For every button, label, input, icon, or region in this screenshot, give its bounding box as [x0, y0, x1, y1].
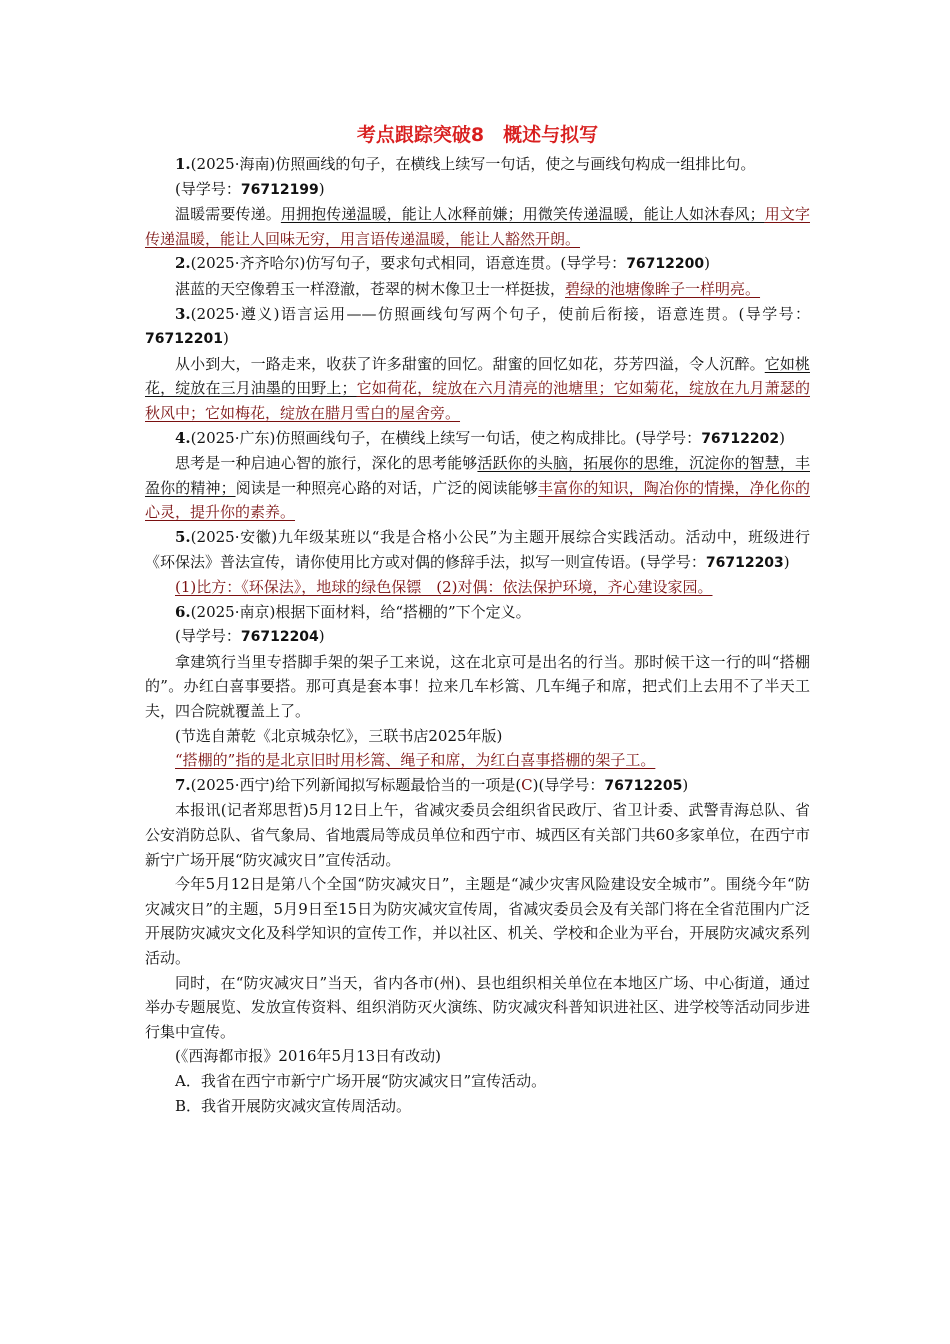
guide-number: (导学号：76712204)	[175, 627, 325, 646]
source-citation: (节选自萧乾《北京城杂忆》，三联书店2025年版)	[175, 726, 503, 745]
question-1-material: 温暖需要传递。用拥抱传递温暖，能让人冰释前嫌；用微笑传递温暖，能让人如沐春风；用文字传递温暖，能让人回味无穷，用言语传递温暖，能让人豁然开朗。	[145, 205, 810, 248]
guide-number: 76712201	[145, 331, 223, 348]
question-2-material: 湛蓝的天空像碧玉一样澄澈，苍翠的树木像卫士一样挺拔，碧绿的池塘像眸子一样明亮。	[175, 279, 761, 298]
guide-number: 76712203	[705, 554, 784, 571]
document-page	[145, 118, 810, 1118]
question-7-stem: 7.(2025·西宁)给下列新闻拟写标题最恰当的一项是(C)(导学号：76712205)	[175, 775, 689, 794]
question-number: 1.	[175, 155, 191, 173]
answer-text: 它如荷花，绽放在六月清亮的池塘里；它如菊花，绽放在九月萧瑟的秋风中；它如梅花，绽放在腊月雪白的屋舍旁。	[145, 379, 810, 422]
page-title: 考点跟踪突破8 概述与拟写	[356, 124, 599, 146]
question-4-material: 思考是一种启迪心智的旅行，深化的思考能够活跃你的头脑，拓展你的思维，沉淀你的智慧，丰盈你的精神；阅读是一种照亮心路的对话，广泛的阅读能够丰富你的知识，陶冶你的情操，净化你的心灵，提升你的素养。	[145, 454, 810, 522]
question-3-material: 从小到大，一路走来，收获了许多甜蜜的回忆。甜蜜的回忆如花，芬芳四溢，令人沉醉。它如桃花，绽放在三月油墨的田野上；它如荷花，绽放在六月清亮的池塘里；它如菊花，绽放在九月萧瑟的秋风中；它如梅花，绽放在腊月雪白的屋舍旁。	[145, 354, 810, 422]
guide-number: 76712202	[701, 430, 780, 447]
answer-text: (1)比方：《环保法》，地球的绿色保镖 (2)对偶：依法保护环境，齐心建设家园。	[175, 578, 713, 597]
question-6-stem: 6.(2025·南京)根据下面材料，给“搭棚的”下个定义。	[175, 602, 531, 621]
answer-text: 碧绿的池塘像眸子一样明亮。	[565, 279, 761, 298]
answer-text: “搭棚的”指的是北京旧时用杉篙、绳子和席，为红白喜事搭棚的架子工。	[175, 751, 656, 770]
news-paragraph-1: 本报讯(记者郑思哲)5月12日上午，省减灾委员会组织省民政厅、省卫计委、武警青海总队、省公安消防总队、省气象局、省地震局等成员单位和西宁市、城西区有关部门共60多家单位，在西宁市新宁广场开展“防灾减灾日”宣传活动。	[145, 801, 810, 869]
underlined-model-sentence: 它如桃花，绽放在三月油墨的田野上；	[145, 354, 810, 398]
question-5-stem: 5.(2025·安徽)九年级某班以“我是合格小公民”为主题开展综合实践活动。活动中，班级进行《环保法》普法宣传，请你使用比方或对偶的修辞手法，拟写一则宣传语。(导学号：76712203)	[145, 527, 810, 571]
question-2-stem: 2.(2025·齐齐哈尔)仿写句子，要求句式相同，语意连贯。(导学号：76712200)	[175, 254, 710, 273]
option-a: A．我省在西宁市新宁广场开展“防灾减灾日”宣传活动。	[175, 1071, 547, 1090]
underlined-model-sentence: 活跃你的头脑，拓展你的思维，沉淀你的智慧，丰盈你的精神；	[145, 454, 810, 497]
news-paragraph-3: 同时，在“防灾减灾日”当天，省内各市(州)、县也组织相关单位在本地区广场、中心街道，通过举办专题展览、发放宣传资料、组织消防灭火演练、防灾减灾科普知识进社区、进学校等活动同步进行集中宣传。	[145, 973, 810, 1041]
question-4-stem: 4.(2025·广东)仿照画线句子，在横线上续写一句话，使之构成排比。(导学号：76712202)	[175, 428, 785, 447]
guide-number: 76712200	[626, 256, 705, 273]
question-6-material: 拿建筑行当里专搭脚手架的架子工来说，这在北京可是出名的行当。那时候干这一行的叫“搭棚的”。办红白喜事要搭。那可真是套本事！拉来几车杉篙、几车绳子和席，把式们上去用不了半天工夫，四合院就覆盖上了。	[145, 652, 810, 721]
answer-text: 用文字传递温暖，能让人回味无穷，用言语传递温暖，能让人豁然开朗。	[145, 205, 810, 248]
option-b: B．我省开展防灾减灾宣传周活动。	[175, 1096, 412, 1115]
underlined-model-sentence: 用拥抱传递温暖，能让人冰释前嫌；用微笑传递温暖，能让人如沐春风；	[280, 205, 765, 224]
source-citation: (《西海都市报》2016年5月13日有改动)	[175, 1047, 442, 1066]
guide-number: 76712205	[604, 777, 683, 794]
answer-choice: C	[521, 775, 533, 794]
question-1-stem: 1.(2025·海南)仿照画线的句子，在横线上续写一句话，使之与画线句构成一组排比句。	[175, 155, 756, 173]
question-5-answer	[145, 575, 810, 600]
news-paragraph-2: 今年5月12日是第八个全国“防灾减灾日”，主题是“减少灾害风险建设安全城市”。围绕今年“防灾减灾日”的主题，5月9日至15日为防灾减灾宣传周，省减灾委员会及有关部门将在全省范围内广泛开展防灾减灾文化及科学知识的宣传工作，并以社区、机关、学校和企业为平台，开展防灾减灾系列活动。	[145, 875, 810, 967]
answer-text: 丰富你的知识，陶冶你的情操，净化你的心灵，提升你的素养。	[145, 478, 810, 522]
guide-number: (导学号：76712199)	[175, 179, 325, 198]
question-3-stem: 3.(2025·遵义)语言运用——仿照画线句写两个句子，使前后衔接，语意连贯。(导学号：76712201)	[145, 304, 810, 348]
question-6-answer	[145, 748, 810, 773]
